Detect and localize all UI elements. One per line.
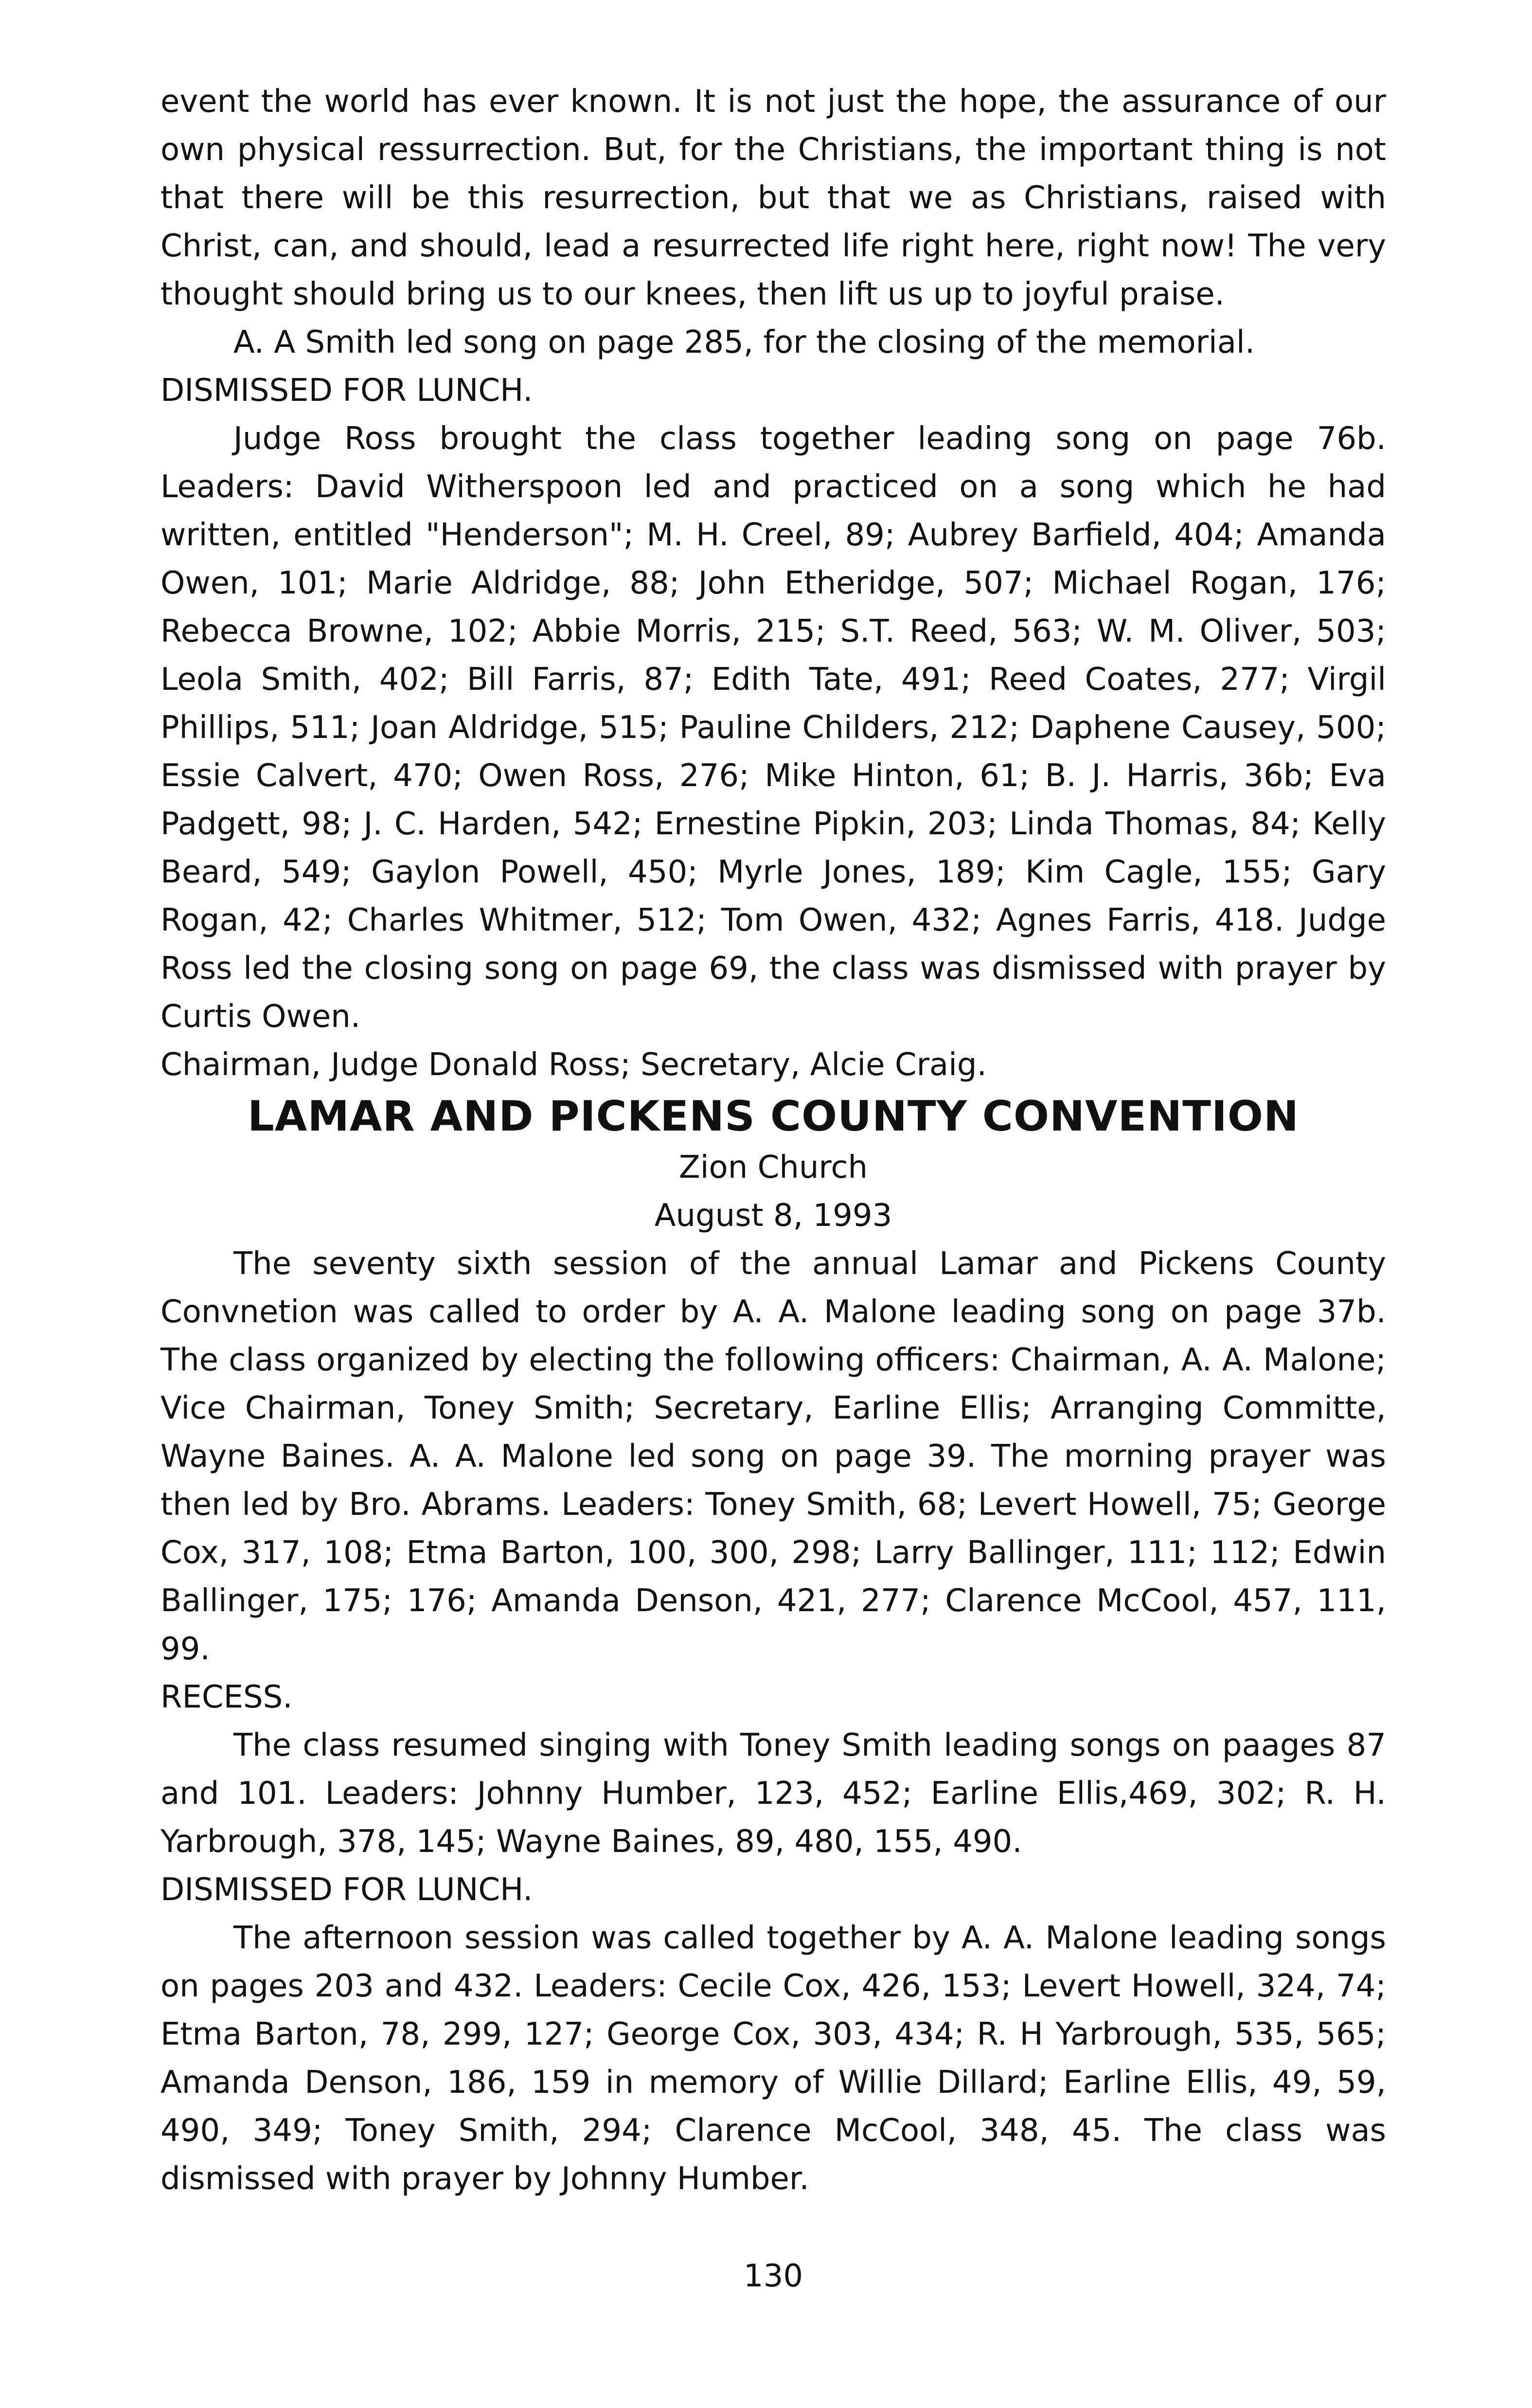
dismissed-for-lunch-1: DISMISSED FOR LUNCH. — [160, 373, 533, 409]
paragraph-resumed-singing: The class resumed singing with Toney Smith leading songs on paages 87 and 101. Leaders: Johnny Humber, 123, 452; Earline Ellis,469, 302; R. H. Yarbrough, 378, 145; Wayne Baines, 89, 480, 155, 490. — [160, 1727, 1386, 1860]
convention-date: August 8, 1993 — [654, 1198, 892, 1234]
page-number: 130 — [743, 2258, 803, 2294]
dismissed-for-lunch-2: DISMISSED FOR LUNCH. — [160, 1872, 533, 1908]
paragraph-morning-session: The seventy sixth session of the annual Lamar and Pickens County Convnetion was called to order by A. A. Malone leading song on page 37b. The class organized by electing the following officers: Chairman, A. A. Malone; Vice Chairman, Toney Smith; Secretary, Earline Ellis; Arranging Committe, Wayne Baines. A. A. Malone led song on page 39. The morning prayer was then led by Bro. Abrams. Leaders: Toney Smith, 68; Levert Howell, 75; George Cox, 317, 108; Etma Barton, 100, 300, 298; Larry Ballinger, 111; 112; Edwin Ballinger, 175; 176; Amanda Denson, 421, 277; Clarence McCool, 457, 111, 99. — [160, 1246, 1386, 1667]
officers-line: Chairman, Judge Donald Ross; Secretary, Alcie Craig. — [160, 1047, 987, 1083]
recess-line: RECESS. — [160, 1679, 293, 1715]
paragraph-afternoon-session: The afternoon session was called together by A. A. Malone leading songs on pages 203 and 432. Leaders: Cecile Cox, 426, 153; Levert Howell, 324, 74; Etma Barton, 78, 299, 127; George Cox, 303, 434; R. H Yarbrough, 535, 565; Amanda Denson, 186, 159 in memory of Willie Dillard; Earline Ellis, 49, 59, 490, 349; Toney Smith, 294; Clarence McCool, 348, 45. The class was dismissed with prayer by Johnny Humber. — [160, 1920, 1386, 2197]
convention-title: LAMAR AND PICKENS COUNTY CONVENTION — [247, 1092, 1300, 1141]
church-name: Zion Church — [678, 1150, 868, 1186]
paragraph-afternoon-leaders: Judge Ross brought the class together leading song on page 76b. Leaders: David Witherspoon led and practiced on a song which he had written, entitled "Henderson"; M. H. Creel, 89; Aubrey Barfield, 404; Amanda Owen, 101; Marie Aldridge, 88; John Etheridge, 507; Michael Rogan, 176; Rebecca Browne, 102; Abbie Morris, 215; S.T. Reed, 563; W. M. Oliver, 503; Leola Smith, 402; Bill Farris, 87; Edith Tate, 491; Reed Coates, 277; Virgil Phillips, 511; Joan Aldridge, 515; Pauline Childers, 212; Daphene Causey, 500; Essie Calvert, 470; Owen Ross, 276; Mike Hinton, 61; B. J. Harris, 36b; Eva Padgett, 98; J. C. Harden, 542; Ernestine Pipkin, 203; Linda Thomas, 84; Kelly Beard, 549; Gaylon Powell, 450; Myrle Jones, 189; Kim Cagle, 155; Gary Rogan, 42; Charles Whitmer, 512; Tom Owen, 432; Agnes Farris, 418. Judge Ross led the closing song on page 69, the class was dismissed with prayer by Curtis Owen. — [160, 421, 1386, 1035]
paragraph-closing-memorial: A. A Smith led song on page 285, for the closing of the memorial. — [233, 324, 1255, 360]
document-page — [160, 78, 1386, 2364]
paragraph-resurrection: event the world has ever known. It is not just the hope, the assurance of our own physical ressurrection. But, for the Christians, the important thing is not that there will be this resurrection, but that we as Christians, raised with Christ, can, and should, lead a resurrected life right here, right now! The very thought should bring us to our knees, then lift us up to joyful praise. — [160, 84, 1386, 312]
